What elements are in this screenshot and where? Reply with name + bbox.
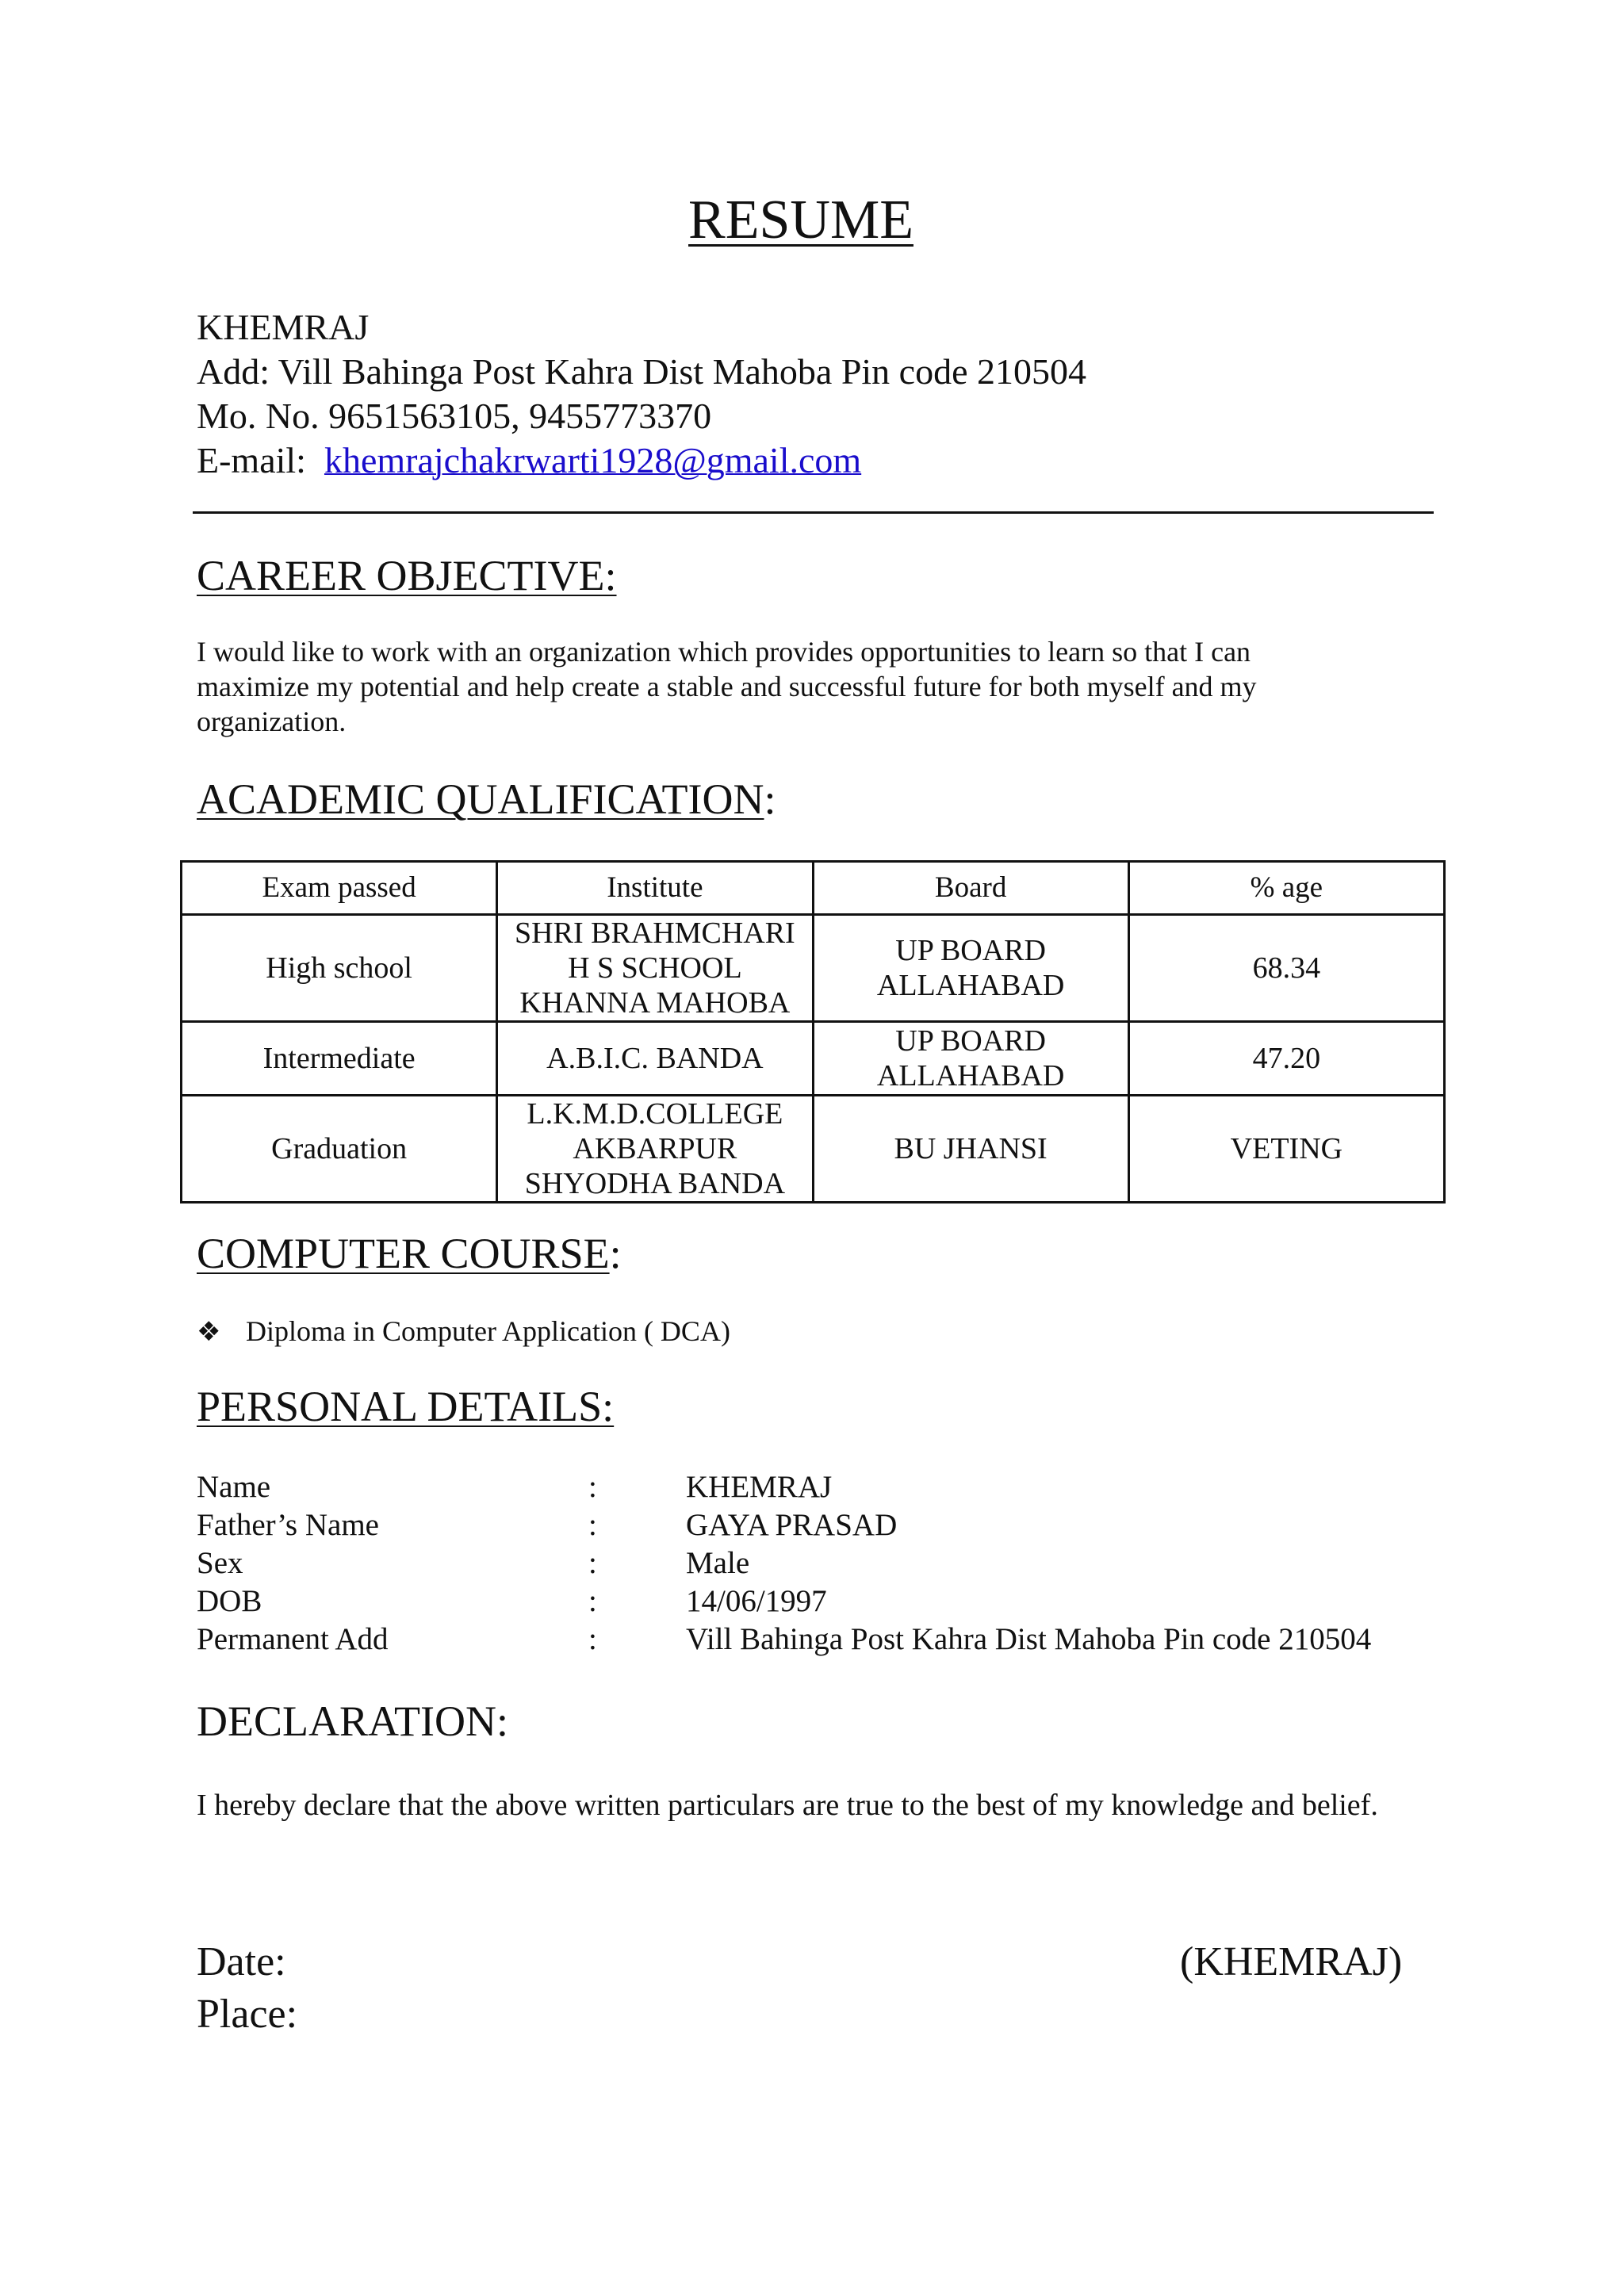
board-line: UP BOARD — [895, 934, 1046, 967]
institute-cell — [497, 1096, 813, 1203]
detail-separator: : — [588, 1470, 597, 1504]
email-line — [197, 438, 1086, 483]
academic-table — [180, 860, 1446, 1203]
diamond-bullet-icon: ❖ — [197, 1316, 221, 1348]
detail-value: KHEMRAJ — [686, 1470, 833, 1504]
address-line: Add: Vill Bahinga Post Kahra Dist Mahoba Pin code 210504 — [197, 351, 1087, 392]
table-row — [182, 1096, 1445, 1203]
board-cell — [813, 1096, 1128, 1203]
place-label: Place: — [197, 1992, 298, 2037]
board-line: BU JHANSI — [894, 1132, 1048, 1165]
column-header-percentage: % age — [1128, 862, 1444, 915]
computer-course-heading-text: COMPUTER COURSE — [197, 1230, 610, 1277]
exam-cell: Graduation — [182, 1096, 497, 1203]
institute-line: H S SCHOOL — [568, 951, 742, 985]
academic-heading — [197, 775, 776, 824]
detail-separator: : — [588, 1508, 597, 1542]
institute-line: AKBARPUR — [573, 1132, 737, 1165]
board-line: ALLAHABAD — [876, 969, 1065, 1002]
signature-name: (KHEMRAJ) — [1180, 1939, 1403, 1984]
exam-cell: High school — [182, 915, 497, 1022]
detail-value: Male — [686, 1546, 750, 1580]
declaration-heading: DECLARATION: — [197, 1697, 508, 1745]
board-cell — [813, 1022, 1128, 1096]
computer-course-heading — [197, 1229, 622, 1278]
detail-separator: : — [588, 1546, 597, 1580]
detail-row — [197, 1506, 1371, 1544]
declaration-text: I hereby declare that the above written particulars are true to the best of my knowledge and belief. — [197, 1789, 1378, 1822]
detail-row — [197, 1582, 1371, 1621]
institute-line: SHRI BRAHMCHARI — [515, 916, 795, 950]
detail-label: DOB — [197, 1584, 262, 1618]
table-row — [182, 915, 1445, 1022]
institute-cell — [497, 1022, 813, 1096]
detail-label: Sex — [197, 1546, 243, 1580]
contact-block — [197, 305, 1086, 483]
percentage-cell: VETING — [1128, 1096, 1444, 1203]
date-place-block — [197, 1936, 297, 2041]
page-title: RESUME — [688, 189, 914, 251]
institute-line: L.K.M.D.COLLEGE — [527, 1097, 783, 1131]
detail-label: Name — [197, 1470, 271, 1504]
board-cell — [813, 915, 1128, 1022]
column-header-institute: Institute — [497, 862, 813, 915]
detail-value: Vill Bahinga Post Kahra Dist Mahoba Pin code 210504 — [686, 1622, 1372, 1656]
detail-row — [197, 1621, 1371, 1659]
institute-line: SHYODHA BANDA — [524, 1167, 786, 1200]
career-objective-text: I would like to work with an organization which provides opportunities to learn so that I can maximize my potential and help create a stable and successful future for both myself and my organization. — [197, 636, 1257, 737]
personal-details-heading — [197, 1382, 614, 1431]
email-label: E-mail: — [197, 440, 306, 480]
candidate-name: KHEMRAJ — [197, 307, 370, 347]
table-header-row — [182, 862, 1445, 915]
header-divider — [193, 511, 1434, 514]
email-link[interactable]: khemrajchakrwarti1928@gmail.com — [324, 440, 862, 480]
table-row — [182, 1022, 1445, 1096]
detail-value: GAYA PRASAD — [686, 1508, 898, 1542]
exam-cell: Intermediate — [182, 1022, 497, 1096]
institute-cell — [497, 915, 813, 1022]
course-list-item — [197, 1314, 730, 1348]
detail-label: Father’s Name — [197, 1508, 379, 1542]
academic-heading-colon: : — [764, 775, 776, 823]
column-header-exam: Exam passed — [182, 862, 497, 915]
detail-label: Permanent Add — [197, 1622, 389, 1656]
date-label: Date: — [197, 1939, 286, 1984]
academic-heading-text: ACADEMIC QUALIFICATION — [197, 775, 764, 823]
detail-separator: : — [588, 1622, 597, 1656]
board-line: ALLAHABAD — [876, 1059, 1065, 1093]
detail-row — [197, 1544, 1371, 1582]
percentage-cell: 47.20 — [1128, 1022, 1444, 1096]
institute-line: A.B.I.C. BANDA — [546, 1042, 764, 1075]
percentage-cell: 68.34 — [1128, 915, 1444, 1022]
board-line: UP BOARD — [895, 1024, 1046, 1058]
course-name: Diploma in Computer Application ( DCA) — [246, 1315, 730, 1347]
mobile-line: Mo. No. 9651563105, 9455773370 — [197, 396, 712, 436]
column-header-board: Board — [813, 862, 1128, 915]
institute-line: KHANNA MAHOBA — [519, 986, 791, 1020]
personal-details-heading-text: PERSONAL DETAILS: — [197, 1383, 615, 1430]
career-objective-heading-text: CAREER OBJECTIVE: — [197, 552, 617, 599]
career-objective-heading — [197, 551, 617, 600]
detail-row — [197, 1468, 1371, 1506]
detail-separator: : — [588, 1584, 597, 1618]
personal-details-list — [197, 1468, 1371, 1659]
detail-value: 14/06/1997 — [686, 1584, 827, 1618]
computer-course-heading-colon: : — [609, 1230, 622, 1277]
